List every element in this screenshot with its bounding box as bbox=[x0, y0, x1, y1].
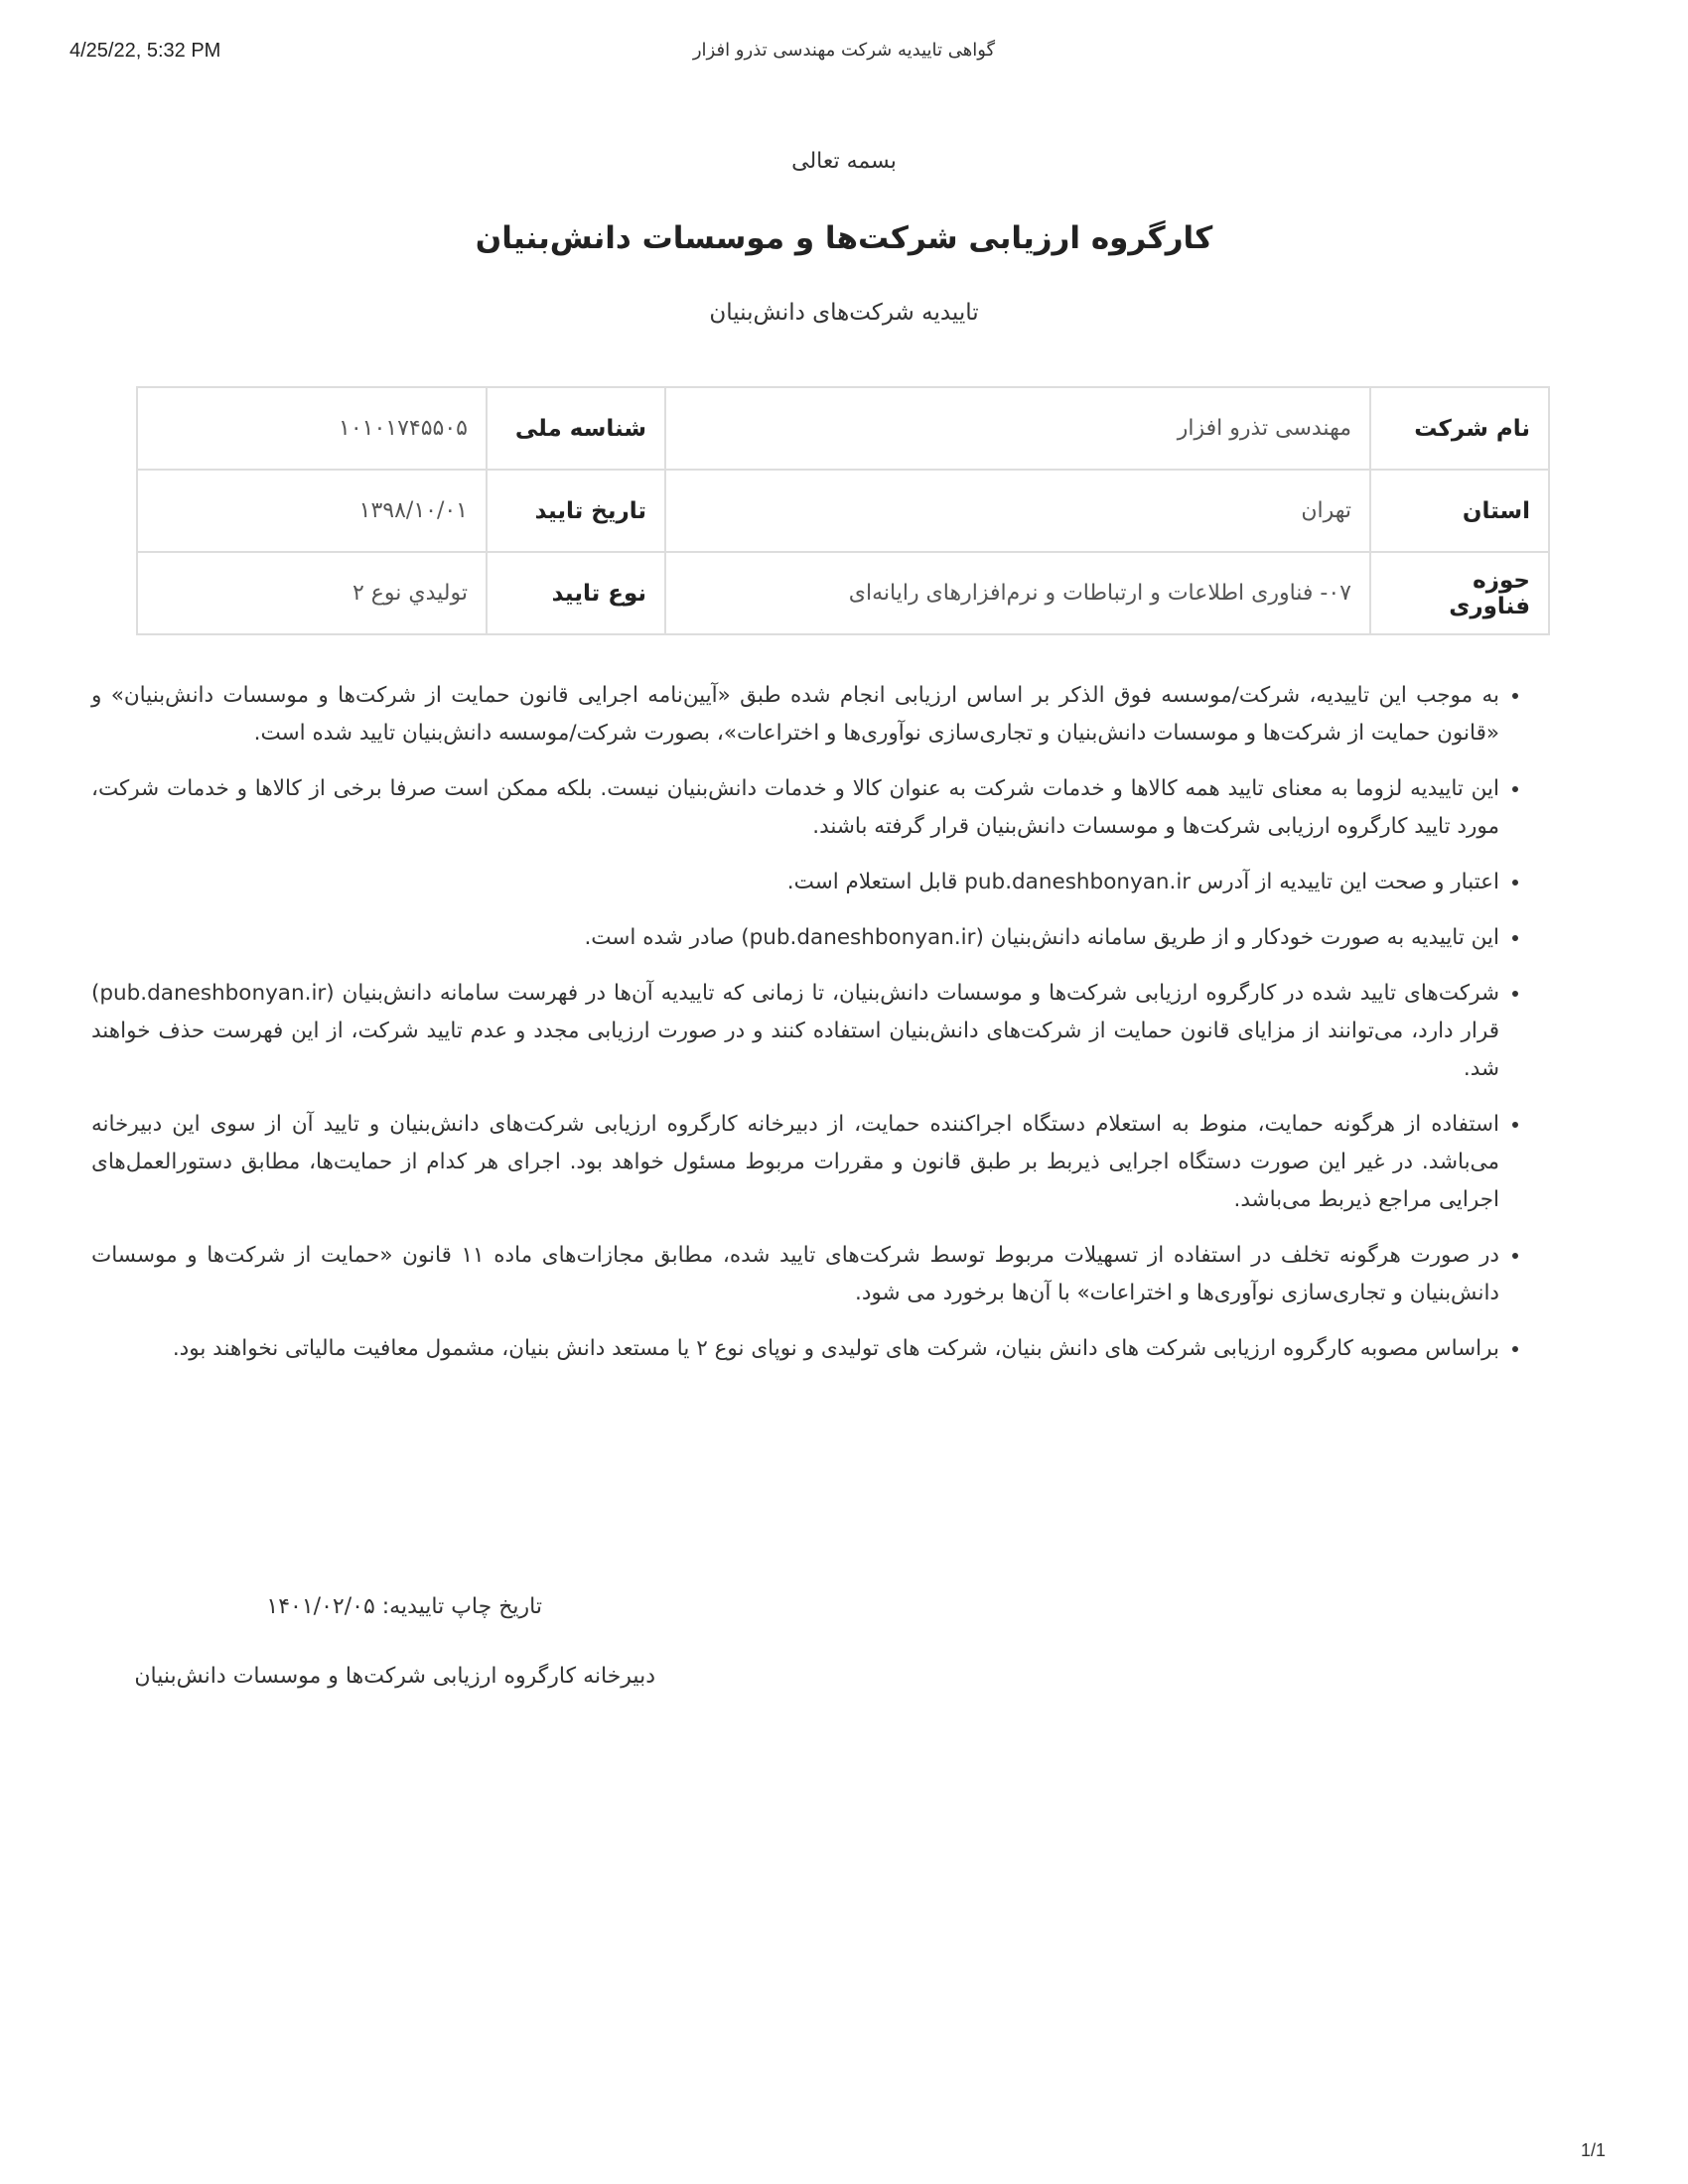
page-number: 1/1 bbox=[1581, 2140, 1607, 2160]
company-info-table bbox=[136, 386, 1550, 635]
list-item: • اعتبار و صحت این تاییدیه از آدرس pub.daneshbonyan.ir قابل استعلام است. bbox=[91, 864, 1499, 901]
approval-date-label: تاریخ تایید bbox=[487, 470, 665, 552]
approval-type-value: توليدي نوع ۲ bbox=[137, 552, 487, 634]
list-item: • این تاییدیه لزوما به معنای تایید همه کالاها و خدمات شرکت به عنوان کالا و خدمات دانش‌بنیان نیست. بلکه ممکن است صرفا برخی از کالاها و خدمات شرکت، مورد تایید کارگروه ارزیابی شرکت‌ها و موسسات دانش‌بنیان قرار گرفته باشند. bbox=[91, 770, 1499, 846]
list-item: • براساس مصوبه کارگروه ارزیابی شرکت های دانش بنیان، شرکت های تولیدی و نوپای نوع ۲ یا مستعد دانش بنیان، مشمول معافیت مالیاتی نخواهند بود. bbox=[91, 1330, 1499, 1368]
page-title: کارگروه ارزیابی شرکت‌ها و موسسات دانش‌بنیان bbox=[475, 220, 1213, 256]
basmala: بسمه تعالی bbox=[791, 149, 897, 174]
national-id-label: شناسه ملی bbox=[487, 387, 665, 470]
company-name-value: مهندسی تذرو افزار bbox=[665, 387, 1370, 470]
list-item: • این تاییدیه به صورت خودکار و از طریق سامانه دانش‌بنیان (pub.daneshbonyan.ir) صادر شده است. bbox=[91, 919, 1499, 957]
list-item: • شرکت‌های تایید شده در کارگروه ارزیابی شرکت‌ها و موسسات دانش‌بنیان، تا زمانی که تاییدیه آن‌ها در فهرست سامانه دانش‌بنیان (pub.daneshbonyan.ir) قرار دارد، می‌توانند از مزایای قانون حمایت از شرکت‌های دانش‌بنیان استفاده کنند و در صورت ارزیابی مجدد و عدم تایید شرکت، از این فهرست حذف خواهند شد. bbox=[91, 975, 1499, 1088]
list-item: • به موجب این تاییدیه، شرکت/موسسه فوق الذکر بر اساس ارزیابی انجام شده طبق «آیین‌نامه اجرایی قانون حمایت از شرکت‌ها و موسسات دانش‌بنیان» و «قانون حمایت از شرکت‌ها و موسسات دانش‌بنیان و تجاری‌سازی نوآوری‌ها و اختراعات»، بصورت شرکت/موسسه دانش‌بنیان تایید شده است. bbox=[91, 677, 1499, 752]
province-label: استان bbox=[1370, 470, 1549, 552]
company-name-label: نام شرکت bbox=[1370, 387, 1549, 470]
list-item: • استفاده از هرگونه حمایت، منوط به استعلام دستگاه اجراکننده حمایت، از دبیرخانه کارگروه ارزیابی شرکت‌های دانش‌بنیان و تایید آن از سوی این دبیرخانه می‌باشد. در غیر این صورت دستگاه اجرایی ذیربط بر طبق قانون و مقررات مربوط مسئول خواهد بود. اجرای هر کدام از حمایت‌ها، مطابق دستورالعمل‌های اجرایی مراجع ذیربط می‌باشد. bbox=[91, 1106, 1499, 1219]
national-id-value: ۱۰۱۰۱۷۴۵۵۰۵ bbox=[137, 387, 487, 470]
browser-page-title: گواهی تاییدیه شرکت مهندسی تذرو افزار bbox=[692, 40, 996, 61]
secretariat-signature: دبیرخانه کارگروه ارزیابی شرکت‌ها و موسسات دانش‌بنیان bbox=[134, 1664, 655, 1689]
table-row bbox=[137, 552, 1549, 634]
notes-list bbox=[91, 677, 1529, 1386]
approval-date-value: ۱۳۹۸/۱۰/۰۱ bbox=[137, 470, 487, 552]
tech-field-value: ۰۷- فناوری اطلاعات و ارتباطات و نرم‌افزارهای رایانه‌ای bbox=[665, 552, 1370, 634]
table-row bbox=[137, 470, 1549, 552]
list-item: • در صورت هرگونه تخلف در استفاده از تسهیلات مربوط توسط شرکت‌های تایید شده، مطابق مجازات‌های ماده ۱۱ قانون «حمایت از شرکت‌ها و موسسات دانش‌بنیان و تجاری‌سازی نوآوری‌ها و اختراعات» با آن‌ها برخورد می شود. bbox=[91, 1237, 1499, 1312]
table-row bbox=[137, 387, 1549, 470]
print-date-stamp: تاریخ چاپ تاییدیه: ۱۴۰۱/۰۲/۰۵ bbox=[266, 1594, 542, 1619]
province-value: تهران bbox=[665, 470, 1370, 552]
page-subtitle: تاییدیه شرکت‌های دانش‌بنیان bbox=[709, 300, 979, 326]
tech-field-label: حوزه فناوری bbox=[1370, 552, 1549, 634]
print-datetime: 4/25/22, 5:32 PM bbox=[70, 40, 221, 62]
approval-type-label: نوع تایید bbox=[487, 552, 665, 634]
